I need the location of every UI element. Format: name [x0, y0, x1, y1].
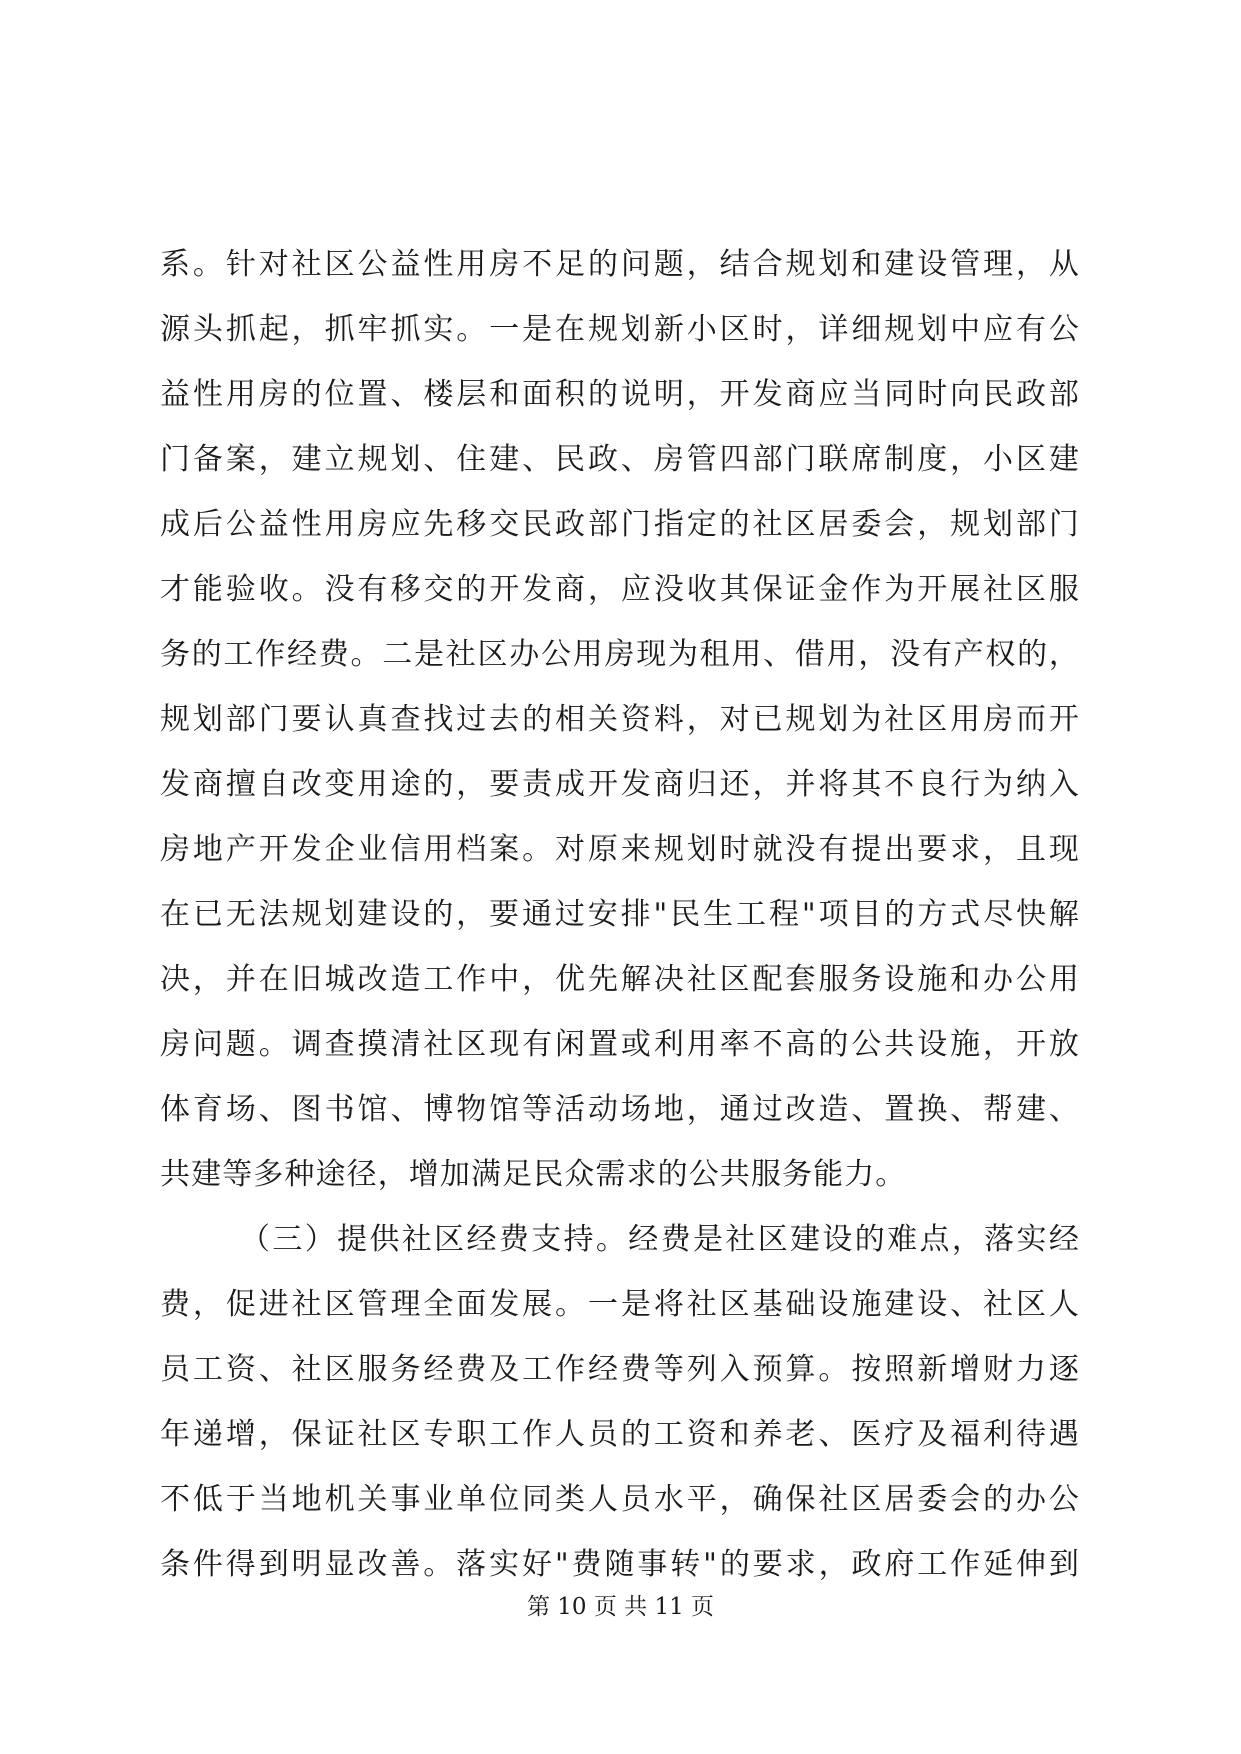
text-line: 体育场、图书馆、博物馆等活动场地，通过改造、置换、帮建、	[160, 1092, 1080, 1127]
text-line: 不低于当地机关事业单位同类人员水平，确保社区居委会的办公	[160, 1482, 1080, 1517]
text-line: 益性用房的位置、楼层和面积的说明，开发商应当同时向民政部	[160, 377, 1080, 412]
page-footer	[0, 1588, 1241, 1621]
text-line: 年递增，保证社区专职工作人员的工资和养老、医疗及福利待遇	[160, 1417, 1080, 1452]
page-number: 第 10 页 共 11 页	[526, 1594, 715, 1620]
text-line: 房问题。调查摸清社区现有闲置或利用率不高的公共设施，开放	[160, 1027, 1080, 1062]
text-line: 房地产开发企业信用档案。对原来规划时就没有提出要求，且现	[160, 832, 1080, 867]
text-line: 成后公益性用房应先移交民政部门指定的社区居委会，规划部门	[160, 507, 1080, 542]
text-line: 才能验收。没有移交的开发商，应没收其保证金作为开展社区服	[160, 572, 1080, 607]
text-line: 发商擅自改变用途的，要责成开发商归还，并将其不良行为纳入	[160, 767, 1080, 802]
body-text	[160, 232, 1080, 1597]
text-line: 员工资、社区服务经费及工作经费等列入预算。按照新增财力逐	[160, 1352, 1080, 1387]
text-line: 门备案，建立规划、住建、民政、房管四部门联席制度，小区建	[160, 442, 1080, 477]
text-line: 决，并在旧城改造工作中，优先解决社区配套服务设施和办公用	[160, 962, 1080, 997]
text-line: 在已无法规划建设的，要通过安排"民生工程"项目的方式尽快解	[160, 897, 1080, 932]
text-line: 费，促进社区管理全面发展。一是将社区基础设施建设、社区人	[160, 1287, 1080, 1322]
text-line: 系。针对社区公益性用房不足的问题，结合规划和建设管理，从	[160, 247, 1080, 282]
text-line: 规划部门要认真查找过去的相关资料，对已规划为社区用房而开	[160, 702, 1080, 737]
text-line: 条件得到明显改善。落实好"费随事转"的要求，政府工作延伸到	[160, 1547, 1080, 1582]
text-line: 共建等多种途径，增加满足民众需求的公共服务能力。	[160, 1157, 907, 1192]
section-heading-line: （三）提供社区经费支持。经费是社区建设的难点，落实经	[240, 1222, 1080, 1257]
text-line: 务的工作经费。二是社区办公用房现为租用、借用，没有产权的，	[160, 637, 1080, 672]
text-line: 源头抓起，抓牢抓实。一是在规划新小区时，详细规划中应有公	[160, 312, 1080, 347]
